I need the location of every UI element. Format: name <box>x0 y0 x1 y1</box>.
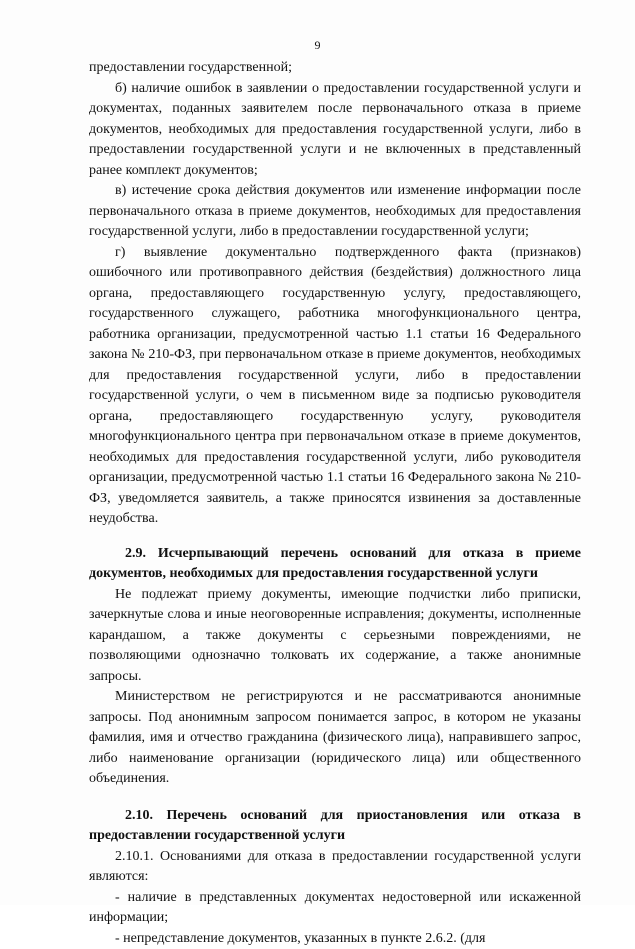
page-content <box>89 58 581 949</box>
paragraph-item-g: г) выявление документально подтвержденного факта (признаков) ошибочного или противоправного действия (бездействия) должностного лица органа, предоставляющего государственную услугу, предоставляющего, государственного служащего, работника многофункционального центра, работника организации, предусмотренной частью 1.1 статьи 16 Федерального закона № 210-ФЗ, при первоначальном отказе в приеме документов, необходимых для предоставления государственной услуги, либо в предоставлении государственной услуги, о чем в письменном виде за подписью руководителя органа, предоставляющего государственную услугу, руководителя многофункционального центра при первоначальном отказе в приеме документов, необходимых для предоставления государственной услуги, либо руководителя организации, предусмотренной частью 1.1 статьи 16 Федерального закона № 210-ФЗ, уведомляется заявитель, а также приносятся извинения за доставленные неудобства. <box>89 243 581 530</box>
paragraph-2-10-1: 2.10.1. Основаниями для отказа в предоставлении государственной услуги являются: <box>89 847 581 888</box>
section-heading-2-9: 2.9. Исчерпывающий перечень оснований для отказа в приеме документов, необходимых для предоставления государственной услуги <box>89 544 581 585</box>
paragraph-item-b: б) наличие ошибок в заявлении о предоставлении государственной услуги и документах, поданных заявителем после первоначального отказа в приеме документов, необходимых для предоставления государственной услуги, либо в предоставлении государственной услуги и не включенных в представленный ранее комплект документов; <box>89 79 581 182</box>
paragraph-continuation: предоставлении государственной; <box>89 58 581 79</box>
page-number: 9 <box>0 38 635 53</box>
section-heading-2-10: 2.10. Перечень оснований для приостановления или отказа в предоставлении государственной услуги <box>89 806 581 847</box>
paragraph-anonymous-requests: Министерством не регистрируются и не рассматриваются анонимные запросы. Под анонимным запросом понимается запрос, в котором не указаны фамилия, имя и отчество гражданина (физического лица), направившего запрос, либо наименование организации (юридического лица) или общественного объединения. <box>89 687 581 790</box>
paragraph-item-v: в) истечение срока действия документов или изменение информации после первоначального отказа в приеме документов, необходимых для предоставления государственной услуги, либо в предоставлении государственной услуги; <box>89 181 581 243</box>
list-item-missing-docs: - непредставление документов, указанных в пункте 2.6.2. (для <box>89 929 581 949</box>
list-item-false-info: - наличие в представленных документах недостоверной или искаженной информации; <box>89 888 581 929</box>
paragraph-not-accepted: Не подлежат приему документы, имеющие подчистки либо приписки, зачеркнутые слова и иные неоговоренные исправления; документы, исполненные карандашом, а также документы с серьезными повреждениями, не позволяющими однозначно толковать их содержание, а также анонимные запросы. <box>89 585 581 688</box>
